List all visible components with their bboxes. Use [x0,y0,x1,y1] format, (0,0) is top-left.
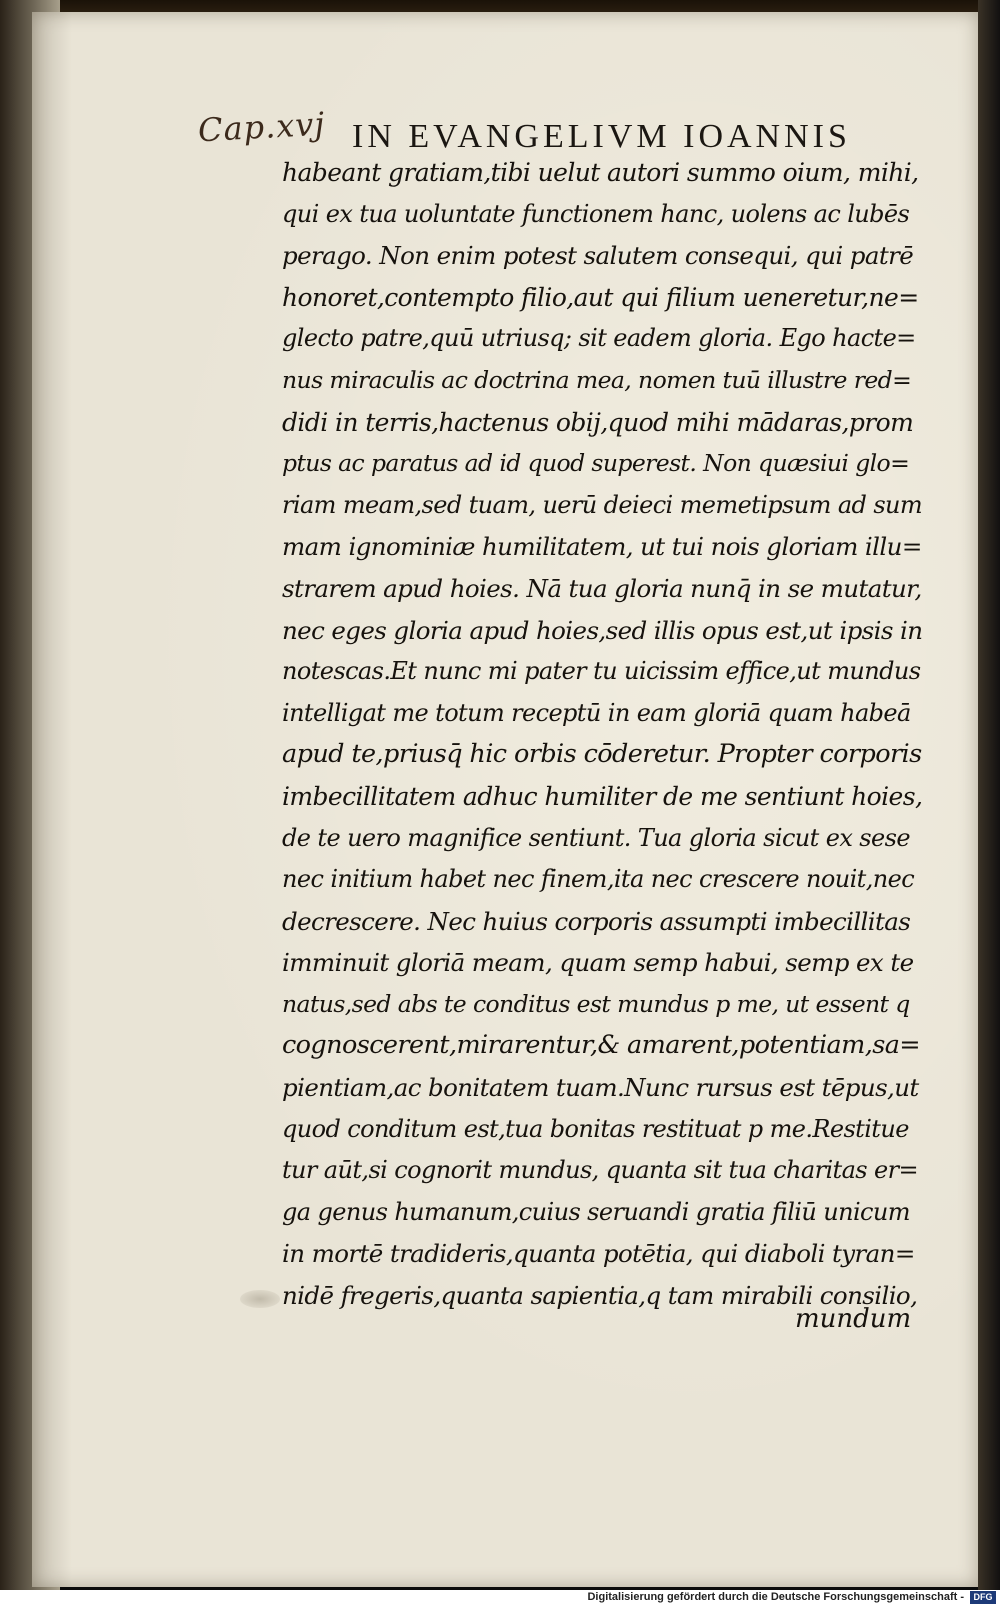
text-line: imbecillitatem adhuc humiliter de me sentiunt hoies, [282,781,923,811]
ink-stain [240,1290,280,1308]
text-line: riam meam,sed tuam, uerū deieci memetipsum ad sum [282,490,923,519]
text-line: notescas.Et nunc mi pater tu uicissim effice,ut mundus [282,657,921,686]
digitization-credit: Digitalisierung gefördert durch die Deutsche Forschungsgemeinschaft - [587,1591,964,1603]
text-line: quod conditum est,tua bonitas restituat p me.Restitue [282,1114,909,1143]
text-line: nec eges gloria apud hoies,sed illis opus est,ut ipsis in [282,615,923,645]
text-line: nec initium habet nec finem,ita nec crescere nouit,nec [282,865,915,894]
text-line: natus,sed abs te conditus est mundus p me, ut essent q [282,989,910,1018]
text-line: nus miraculis ac doctrina mea, nomen tuū illustre red= [282,365,912,394]
text-line: nidē fregeris,quanta sapientia,q tam mirabili consilio, [282,1281,918,1311]
text-line: apud te,priusq̄ hic orbis cōderetur. Propter corporis [282,739,922,770]
dfg-logo: DFG [970,1591,996,1604]
text-line: perago. Non enim potest salutem consequi, qui patrē [282,241,914,271]
running-head: IN EVANGELIVM IOANNIS [352,118,851,155]
text-line: tur aūt,si cognorit mundus, quanta sit tua charitas er= [282,1156,919,1185]
text-line: ga genus humanum,cuius seruandi gratia filiū unicum [282,1197,910,1226]
text-line: strarem apud hoies. Nā tua gloria nunq̄ in se mutatur, [282,573,922,603]
text-line: ptus ac paratus ad id quod superest. Non quæsiui glo= [282,449,910,478]
text-line: habeant gratiam,tibi uelut autori summo oium, mihi, [282,158,919,187]
text-line: imminuit gloriā meam, quam semp habui, semp ex te [282,948,914,978]
text-line: qui ex tua uoluntate functionem hanc, uolens ac lubēs [282,199,910,228]
text-line: cognoscerent,mirarentur,& amarent,potentiam,sa= [282,1030,921,1061]
catchword: mundum [795,1304,912,1334]
text-line: glecto patre,quū utriusq; sit eadem gloria. Ego hacte= [282,324,916,353]
text-line: intelligat me totum receptū in eam gloriā quam habeā [282,698,911,727]
book-right-edge [978,0,1000,1590]
text-line: in mortē tradideris,quanta potētia, qui diaboli tyran= [282,1239,915,1269]
text-line: honoret,contempto filio,aut qui filium ueneretur,ne= [282,282,919,312]
text-line: decrescere. Nec huius corporis assumpti imbecillitas [282,906,911,936]
text-line: mam ignominiæ humilitatem, ut tui nois gloriam illu= [282,532,922,562]
handwritten-chapter-note: Cap.xvj [197,104,327,150]
text-line: didi in terris,hactenus obij,quod mihi mādaras,prom [282,407,914,437]
text-line: pientiam,ac bonitatem tuam.Nunc rursus est tēpus,ut [282,1073,919,1103]
text-line: de te uero magnifice sentiunt. Tua gloria sicut ex sese [282,823,910,852]
text-block [282,152,922,1317]
